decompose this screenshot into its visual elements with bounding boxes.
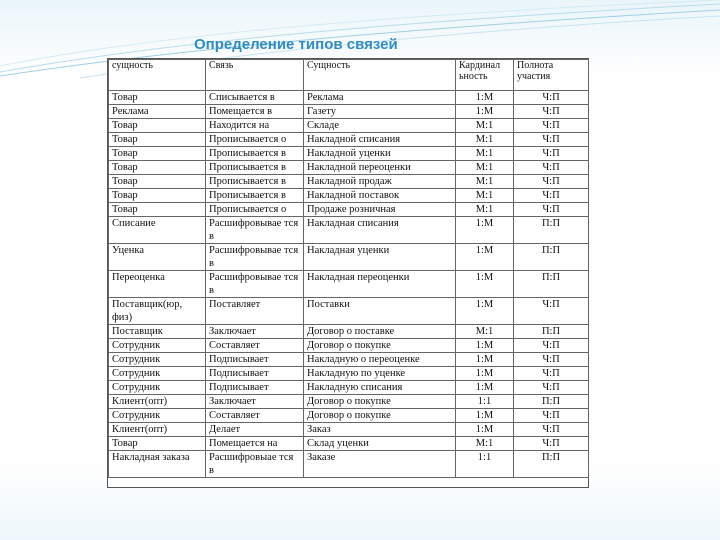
cell-entity-1: Клиент(опт) (109, 423, 206, 437)
table-row (109, 437, 589, 451)
cell-relationship: Расшифровывае тся в (206, 271, 304, 298)
cell-relationship: Составляет (206, 409, 304, 423)
table-row (109, 353, 589, 367)
cell-participation: П:П (514, 217, 589, 244)
cell-participation: П:П (514, 395, 589, 409)
table-row (109, 271, 589, 298)
cell-cardinality: 1:М (456, 217, 514, 244)
cell-entity-1: Поставщик(юр, физ) (109, 298, 206, 325)
cell-entity-2: Накладная списания (304, 217, 456, 244)
cell-cardinality: М:1 (456, 325, 514, 339)
cell-participation: Ч:П (514, 437, 589, 451)
cell-entity-1: Переоценка (109, 271, 206, 298)
cell-participation: Ч:П (514, 133, 589, 147)
cell-entity-2: Договор о покупке (304, 339, 456, 353)
table-row (109, 325, 589, 339)
cell-cardinality: М:1 (456, 203, 514, 217)
cell-entity-1: Сотрудник (109, 339, 206, 353)
cell-entity-2: Договор о покупке (304, 409, 456, 423)
cell-relationship: Расшифровывае тся в (206, 244, 304, 271)
cell-relationship: Поставляет (206, 298, 304, 325)
cell-participation: Ч:П (514, 119, 589, 133)
cell-participation: П:П (514, 271, 589, 298)
cell-cardinality: М:1 (456, 133, 514, 147)
table-row (109, 217, 589, 244)
table-row (109, 409, 589, 423)
cell-participation: Ч:П (514, 381, 589, 395)
cell-cardinality: 1:1 (456, 451, 514, 478)
cell-entity-2: Договор о поставке (304, 325, 456, 339)
cell-entity-2: Накладную по уценке (304, 367, 456, 381)
relationship-table-grid (108, 59, 589, 478)
cell-cardinality: 1:М (456, 105, 514, 119)
cell-relationship: Прописывается о (206, 133, 304, 147)
cell-relationship: Подписывает (206, 381, 304, 395)
table-row (109, 451, 589, 478)
table-row (109, 203, 589, 217)
cell-cardinality: 1:М (456, 353, 514, 367)
cell-participation: Ч:П (514, 147, 589, 161)
cell-participation: П:П (514, 451, 589, 478)
slide-title: Определение типов связей (194, 36, 398, 53)
cell-entity-2: Заказе (304, 451, 456, 478)
cell-entity-2: Реклама (304, 91, 456, 105)
cell-cardinality: М:1 (456, 175, 514, 189)
table-row (109, 161, 589, 175)
cell-entity-1: Товар (109, 161, 206, 175)
header-entity-2: Сущность (304, 60, 456, 91)
cell-entity-2: Накладной продаж (304, 175, 456, 189)
table-row (109, 133, 589, 147)
cell-participation: Ч:П (514, 367, 589, 381)
cell-entity-2: Накладной поставок (304, 189, 456, 203)
cell-relationship: Прописывается в (206, 189, 304, 203)
table-row (109, 147, 589, 161)
cell-participation: Ч:П (514, 175, 589, 189)
cell-participation: Ч:П (514, 298, 589, 325)
cell-relationship: Расшифровыае тся в (206, 451, 304, 478)
cell-entity-2: Накладная уценки (304, 244, 456, 271)
cell-entity-2: Договор о покупке (304, 395, 456, 409)
table-row (109, 381, 589, 395)
cell-entity-1: Уценка (109, 244, 206, 271)
table-row (109, 119, 589, 133)
cell-participation: Ч:П (514, 409, 589, 423)
table-row (109, 175, 589, 189)
cell-relationship: Заключает (206, 325, 304, 339)
cell-participation: Ч:П (514, 353, 589, 367)
cell-entity-2: Складе (304, 119, 456, 133)
cell-entity-1: Товар (109, 203, 206, 217)
cell-entity-1: Товар (109, 175, 206, 189)
cell-participation: Ч:П (514, 339, 589, 353)
cell-entity-2: Поставки (304, 298, 456, 325)
table-row (109, 395, 589, 409)
cell-relationship: Расшифровывае тся в (206, 217, 304, 244)
cell-entity-2: Накладной списания (304, 133, 456, 147)
table-row (109, 339, 589, 353)
cell-participation: Ч:П (514, 423, 589, 437)
cell-participation: Ч:П (514, 161, 589, 175)
cell-entity-1: Накладная заказа (109, 451, 206, 478)
cell-relationship: Делает (206, 423, 304, 437)
table-row (109, 423, 589, 437)
cell-relationship: Находится на (206, 119, 304, 133)
relationship-table (107, 58, 589, 488)
cell-relationship: Помещается на (206, 437, 304, 451)
cell-entity-2: Накладной переоценки (304, 161, 456, 175)
cell-entity-1: Товар (109, 147, 206, 161)
cell-cardinality: 1:М (456, 339, 514, 353)
table-row (109, 367, 589, 381)
table-row (109, 244, 589, 271)
cell-participation: П:П (514, 325, 589, 339)
cell-cardinality: 1:М (456, 244, 514, 271)
cell-entity-2: Накладную списания (304, 381, 456, 395)
cell-relationship: Заключает (206, 395, 304, 409)
cell-participation: Ч:П (514, 203, 589, 217)
cell-relationship: Прописывается в (206, 175, 304, 189)
header-cardinality: Кардинал ьность (456, 60, 514, 91)
cell-entity-1: Товар (109, 437, 206, 451)
cell-relationship: Прописывается в (206, 147, 304, 161)
cell-relationship: Списывается в (206, 91, 304, 105)
header-entity-1: сущность (109, 60, 206, 91)
cell-cardinality: М:1 (456, 119, 514, 133)
cell-cardinality: 1:М (456, 381, 514, 395)
cell-entity-1: Поставщик (109, 325, 206, 339)
header-participation: Полнота участия (514, 60, 589, 91)
cell-cardinality: 1:М (456, 409, 514, 423)
cell-cardinality: М:1 (456, 437, 514, 451)
cell-cardinality: 1:М (456, 91, 514, 105)
cell-cardinality: 1:М (456, 271, 514, 298)
header-relationship: Связь (206, 60, 304, 91)
cell-cardinality: М:1 (456, 189, 514, 203)
cell-entity-2: Накладная переоценки (304, 271, 456, 298)
cell-entity-1: Клиент(опт) (109, 395, 206, 409)
cell-relationship: Прописывается о (206, 203, 304, 217)
cell-entity-1: Реклама (109, 105, 206, 119)
cell-entity-2: Накладной уценки (304, 147, 456, 161)
cell-entity-2: Продаже розничная (304, 203, 456, 217)
cell-participation: Ч:П (514, 91, 589, 105)
table-row (109, 189, 589, 203)
cell-entity-1: Сотрудник (109, 409, 206, 423)
cell-cardinality: М:1 (456, 147, 514, 161)
cell-entity-2: Газету (304, 105, 456, 119)
cell-relationship: Подписывает (206, 367, 304, 381)
cell-relationship: Составляет (206, 339, 304, 353)
cell-entity-1: Сотрудник (109, 367, 206, 381)
table-row (109, 105, 589, 119)
cell-relationship: Подписывает (206, 353, 304, 367)
cell-entity-2: Склад уценки (304, 437, 456, 451)
cell-entity-2: Заказ (304, 423, 456, 437)
cell-participation: П:П (514, 244, 589, 271)
cell-relationship: Прописывается в (206, 161, 304, 175)
cell-relationship: Помещается в (206, 105, 304, 119)
cell-cardinality: 1:М (456, 367, 514, 381)
table-row (109, 298, 589, 325)
cell-cardinality: М:1 (456, 161, 514, 175)
cell-entity-1: Сотрудник (109, 381, 206, 395)
cell-cardinality: 1:М (456, 423, 514, 437)
cell-participation: Ч:П (514, 189, 589, 203)
cell-entity-2: Накладную о переоценке (304, 353, 456, 367)
cell-entity-1: Товар (109, 189, 206, 203)
table-row (109, 91, 589, 105)
cell-entity-1: Сотрудник (109, 353, 206, 367)
table-header-row (109, 60, 589, 91)
cell-cardinality: 1:М (456, 298, 514, 325)
cell-entity-1: Товар (109, 133, 206, 147)
cell-entity-1: Товар (109, 119, 206, 133)
cell-cardinality: 1:1 (456, 395, 514, 409)
cell-entity-1: Товар (109, 91, 206, 105)
cell-participation: Ч:П (514, 105, 589, 119)
cell-entity-1: Списание (109, 217, 206, 244)
